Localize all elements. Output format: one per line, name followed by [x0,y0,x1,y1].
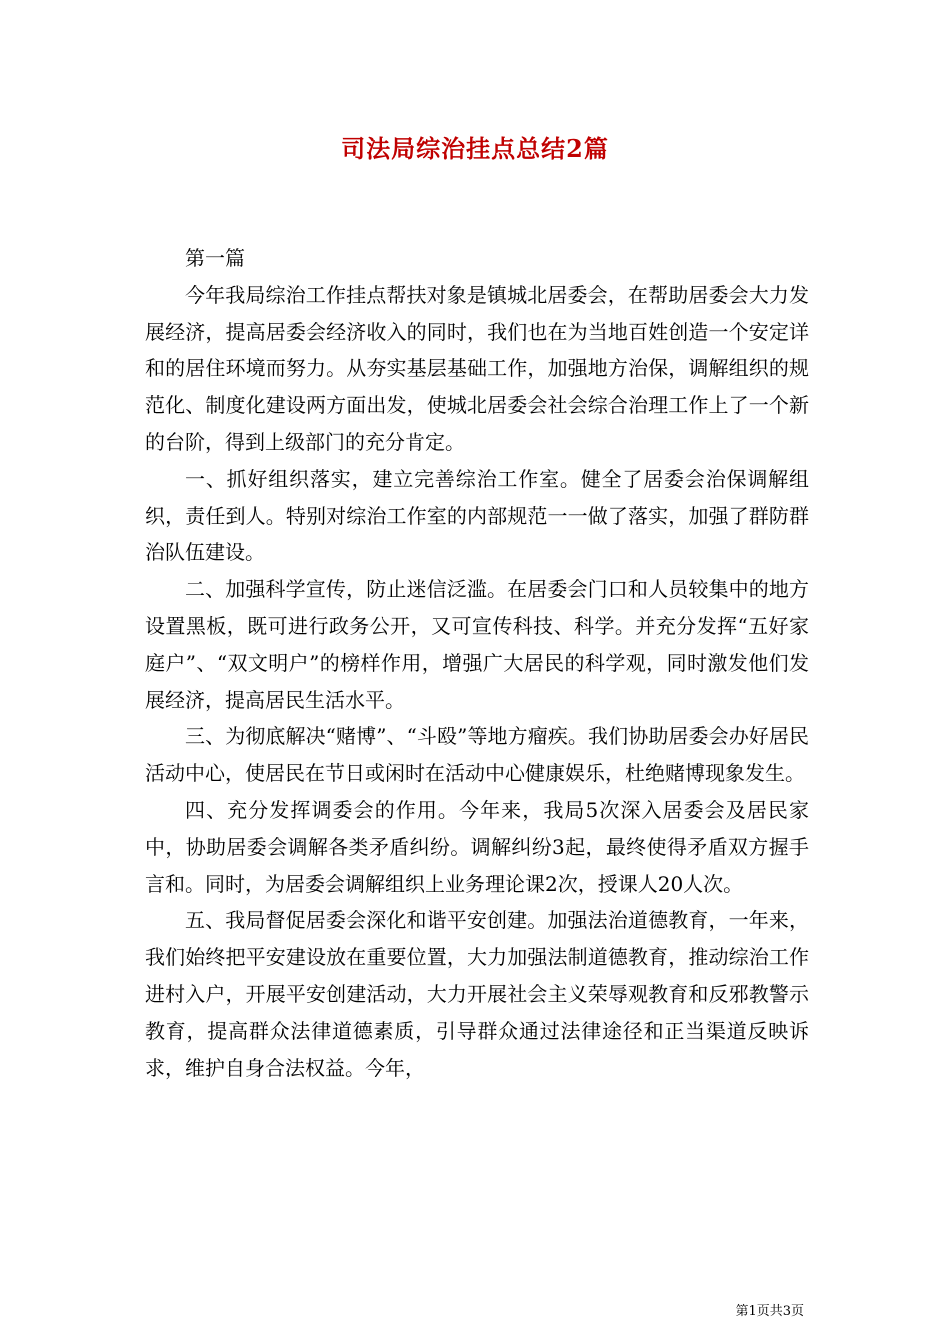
paragraph-intro: 今年我局综治工作挂点帮扶对象是镇城北居委会，在帮助居委会大力发展经济，提高居委会经济收入的同时，我们也在为当地百姓创造一个安定详和的居住环境而努力。从夯实基层基础工作，加强地方治保，调解组织的规范化、制度化建设两方面出发，使城北居委会社会综合治理工作上了一个新的台阶，得到上级部门的充分肯定。 [145,282,809,454]
paragraph-item-2: 二、加强科学宣传，防止迷信泛滥。在居委会门口和人员较集中的地方设置黑板，既可进行政务公开，又可宣传科技、科学。并充分发挥“五好家庭户”、“双文明户”的榜样作用，增强广大居民的科学观，同时激发他们发展经济，提高居民生活水平。 [145,577,809,712]
paragraph-item-5: 五、我局督促居委会深化和谐平安创建。加强法治道德教育，一年来，我们始终把平安建设放在重要位置，大力加强法制道德教育，推动综治工作进村入户，开展平安创建活动，大力开展社会主义荣辱观教育和反邪教警示教育，提高群众法律道德素质，引导群众通过法律途径和正当渠道反映诉求，维护自身合法权益。今年， [145,908,809,1080]
document-title: 司法局综治挂点总结2篇 [341,134,609,163]
page-number: 第1页共3页 [735,1304,804,1319]
paragraph-item-1: 一、抓好组织落实，建立完善综治工作室。健全了居委会治保调解组织，责任到人。特别对综治工作室的内部规范一一做了落实，加强了群防群治队伍建设。 [145,466,809,565]
paragraph-item-3: 三、为彻底解决“赌博”、“斗殴”等地方瘤疾。我们协助居委会办好居民活动中心，使居民在节日或闲时在活动中心健康娱乐，杜绝赌博现象发生。 [145,724,809,786]
document-body [145,240,809,1086]
paragraph-item-4: 四、充分发挥调委会的作用。今年来，我局5次深入居委会及居民家中，协助居委会调解各类矛盾纠纷。调解纠纷3起，最终使得矛盾双方握手言和。同时，为居委会调解组织上业务理论课2次，授课人20人次。 [145,797,809,896]
section-heading: 第一篇 [185,246,245,270]
